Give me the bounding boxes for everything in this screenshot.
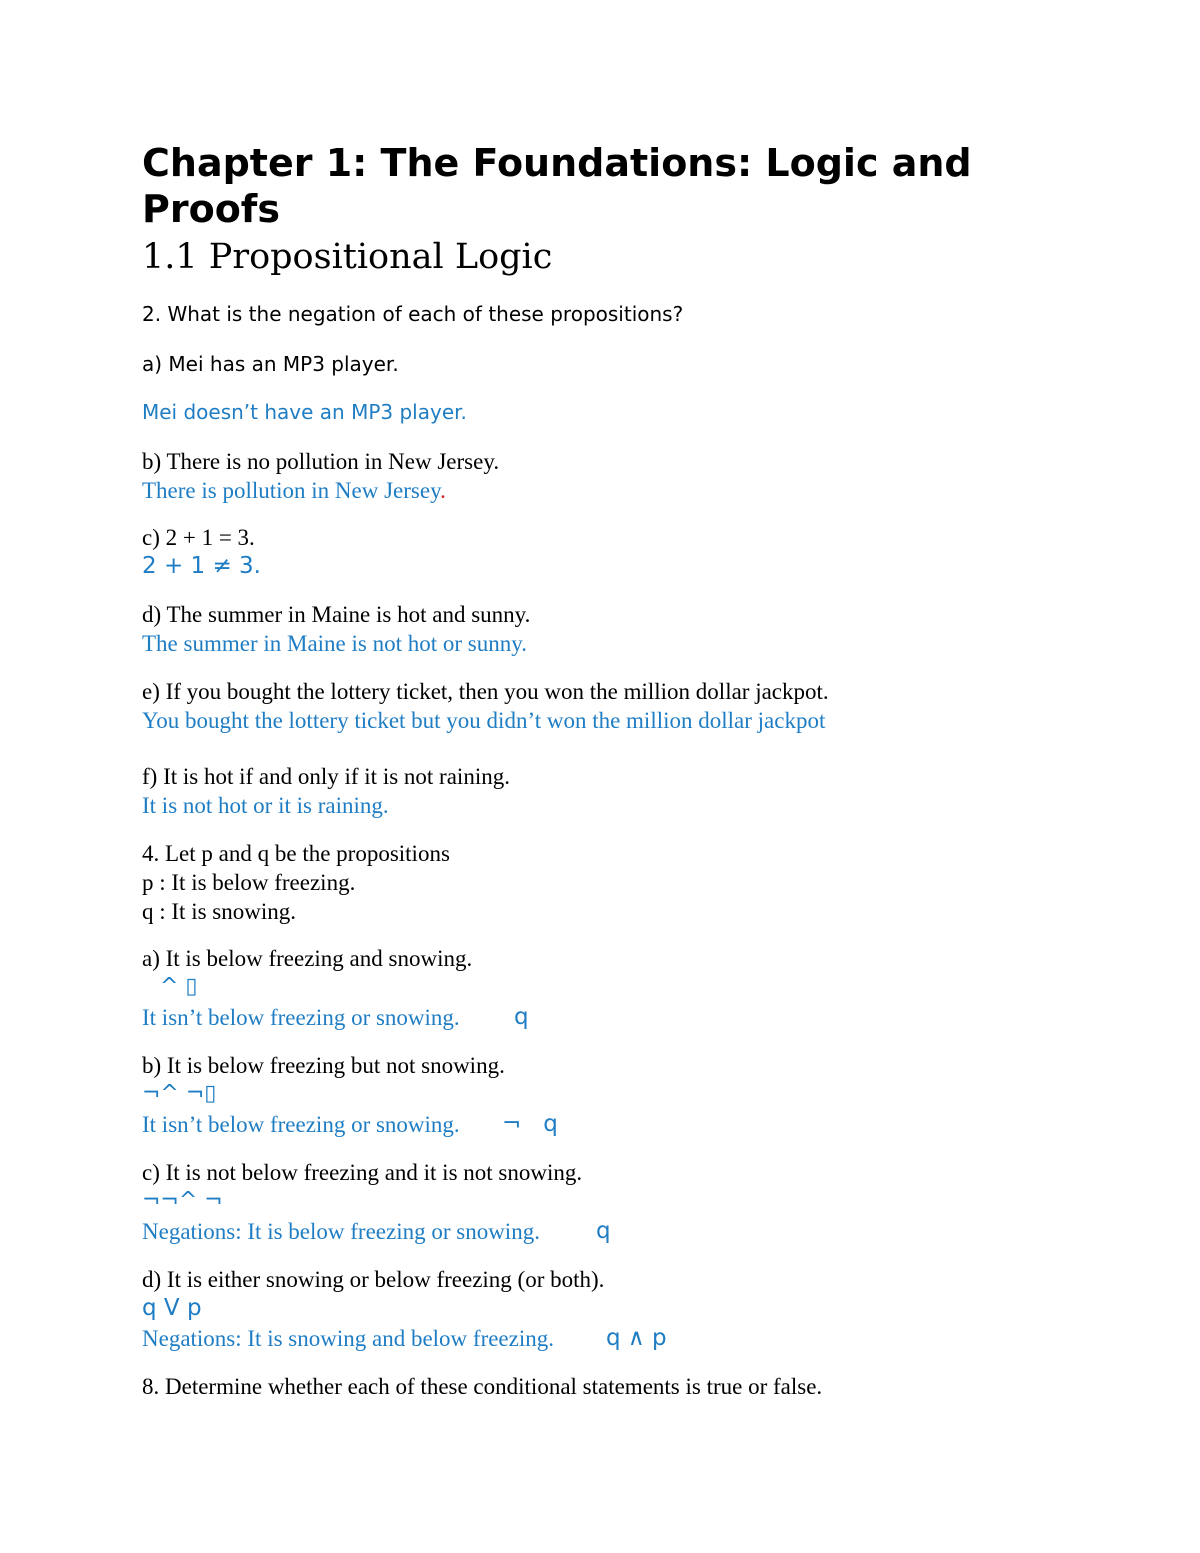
q4-symbols-c: ¬¬^ ¬ xyxy=(142,1188,223,1213)
q2-item-d: d) The summer in Maine is hot and sunny. xyxy=(142,602,531,627)
q2-item-e: e) If you bought the lottery ticket, then you won the million dollar jackpot. xyxy=(142,679,829,704)
question-8-text: 8. Determine whether each of these conditional statements is true or false. xyxy=(142,1374,823,1399)
q4-symbols-d: q V p xyxy=(142,1295,202,1321)
q2-answer-c: 2 + 1 ≠ 3. xyxy=(142,553,261,579)
q2-item-c: c) 2 + 1 = 3. xyxy=(142,525,255,550)
q4-item-c: c) It is not below freezing and it is not snowing. xyxy=(142,1160,583,1185)
q2-answer-b-line xyxy=(142,479,446,502)
q4-item-a: a) It is below freezing and snowing. xyxy=(142,946,473,971)
q4-answer-a-symbol: q xyxy=(514,1004,529,1030)
q2-answer-d: The summer in Maine is not hot or sunny. xyxy=(142,631,527,656)
question-4-text: 4. Let p and q be the propositions xyxy=(142,841,450,866)
q4-item-b: b) It is below freezing but not snowing. xyxy=(142,1053,505,1078)
section-heading: 1.1 Propositional Logic xyxy=(142,237,553,277)
q2-item-b: b) There is no pollution in New Jersey. xyxy=(142,449,500,474)
q2-answer-e: You bought the lottery ticket but you didn’t won the million dollar jackpot xyxy=(142,708,826,733)
q4-answer-b: It isn’t below freezing or snowing. xyxy=(142,1112,460,1137)
q4-answer-d: Negations: It is snowing and below freezing. xyxy=(142,1326,554,1351)
q4-answer-d-symbol: q ∧ p xyxy=(606,1325,667,1351)
q4-proposition-q: q : It is snowing. xyxy=(142,899,296,924)
q2-answer-b: There is pollution in New Jersey xyxy=(142,478,441,503)
q2-answer-b-period: . xyxy=(440,478,446,503)
q2-answer-a: Mei doesn’t have an MP3 player. xyxy=(142,400,467,424)
q4-proposition-p: p : It is below freezing. xyxy=(142,870,356,895)
q2-answer-f: It is not hot or it is raining. xyxy=(142,793,389,818)
q2-item-a: a) Mei has an MP3 player. xyxy=(142,352,399,376)
q2-item-f: f) It is hot if and only if it is not raining. xyxy=(142,764,510,789)
q4-symbols-b: ¬^ ¬▯ xyxy=(142,1081,217,1106)
q4-answer-b-symbol: ¬ q xyxy=(502,1111,558,1137)
q4-symbols-a: ^ ▯ xyxy=(160,974,198,999)
chapter-title-line-1: Chapter 1: The Foundations: Logic and xyxy=(142,141,972,185)
question-2-text: 2. What is the negation of each of these propositions? xyxy=(142,302,684,326)
q4-answer-c-symbol: q xyxy=(596,1218,611,1244)
q4-answer-c: Negations: It is below freezing or snowing. xyxy=(142,1219,540,1244)
chapter-title-line-2: Proofs xyxy=(142,187,280,231)
q4-item-d: d) It is either snowing or below freezing (or both). xyxy=(142,1267,605,1292)
q4-answer-a: It isn’t below freezing or snowing. xyxy=(142,1005,460,1030)
